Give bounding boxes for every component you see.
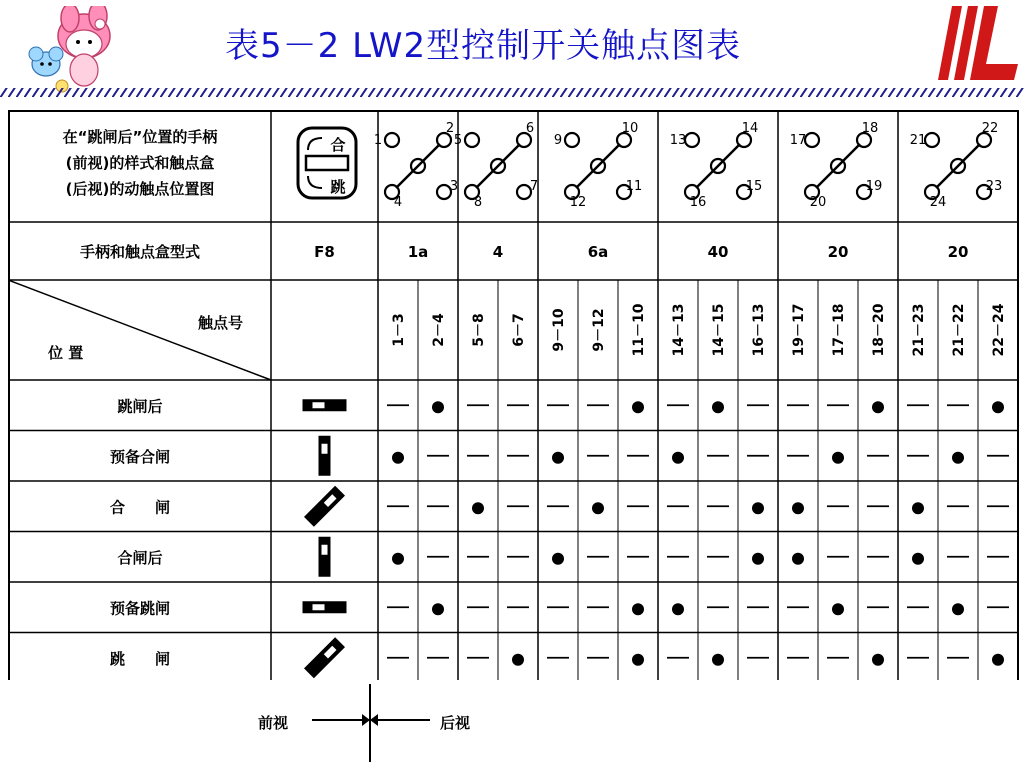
handle-horizontal-icon [313,604,325,610]
position-name: 合闸后 [117,548,163,567]
closed-contact-dot [432,401,444,413]
contact-number: 2 [445,121,455,136]
closed-contact-dot [872,401,884,413]
slide-header [0,0,1024,100]
closed-contact-dot [832,452,844,464]
handle-type-label: 20 [947,243,969,261]
handle-vertical-icon [319,537,331,577]
contact-table-svg [8,110,1020,680]
contact-number: 21 [909,133,927,148]
closed-contact-dot [552,553,564,565]
contact-number: 17 [789,133,807,148]
closed-contact-dot [752,502,764,514]
closed-contact-dot [792,502,804,514]
handle-vertical-icon [322,545,328,555]
contact-circle-icon [925,133,939,147]
closed-contact-dot [832,603,844,615]
contact-pair-label: 11－10 [631,303,647,357]
contact-number: 15 [745,179,763,194]
handle-body [304,486,345,527]
back-view-label: 后视 [440,714,471,732]
contact-number: 3 [449,179,459,194]
closed-contact-dot [632,603,644,615]
position-name: 跳闸后 [117,397,163,416]
contact-table [8,110,1024,680]
handle-diagonal-icon [304,486,345,527]
closed-contact-dot [632,401,644,413]
closed-contact-dot [432,603,444,615]
closed-contact-dot [992,401,1004,413]
handle-symbol-icon [306,156,348,170]
diagram-label: (后视)的动触点位置图 [65,180,215,198]
closed-contact-dot [672,452,684,464]
closed-contact-dot [712,401,724,413]
closed-contact-dot [672,603,684,615]
position-name: 预备合闸 [109,447,171,466]
position-name: 合 闸 [109,498,171,517]
closed-contact-dot [992,654,1004,666]
contact-pair-label: 14－15 [711,303,727,357]
contact-number: 4 [393,195,403,210]
moving-contact-icon [696,144,740,188]
contact-number: 19 [865,179,883,194]
handle-vertical-icon [322,444,328,454]
contact-number: 10 [621,121,639,136]
contact-number: 7 [529,179,539,194]
header-divider [0,86,1024,98]
contact-pair-label: 22－24 [991,303,1007,357]
front-view-label: 前视 [258,714,289,732]
handle-horizontal-icon [313,402,325,408]
contact-pair-label: 2－4 [431,313,447,347]
contact-number: 22 [981,121,999,136]
contact-number: 13 [669,133,687,148]
view-arrows [0,682,1024,768]
closed-contact-dot [712,654,724,666]
contact-pair-label: 5－8 [471,313,487,347]
contact-number: 20 [809,195,827,210]
contact-pair-label: 21－22 [951,303,967,357]
contact-number: 5 [453,133,463,148]
closed-contact-dot [472,502,484,514]
contact-number: 6 [525,121,535,136]
contact-pair-label: 21－23 [911,303,927,357]
contact-pair-label: 6－7 [511,313,527,347]
contact-circle-icon [805,133,819,147]
contact-number: 23 [985,179,1003,194]
contact-circle-icon [565,133,579,147]
contact-number: 24 [929,195,947,210]
handle-symbol-icon [308,138,322,150]
handle-type-label: 1a [407,243,429,261]
closed-contact-dot [512,654,524,666]
position-name: 跳 闸 [109,649,171,668]
contact-pair-label: 14－13 [671,303,687,357]
contact-number: 8 [473,195,483,210]
closed-contact-dot [552,452,564,464]
moving-contact-icon [576,144,620,188]
contact-pair-label: 19－17 [791,303,807,357]
closed-contact-dot [912,553,924,565]
moving-contact-icon [476,144,520,188]
contact-pair-label: 16－13 [751,303,767,357]
handle-body [304,637,345,678]
moving-contact-icon [936,144,980,188]
company-logo-icon [938,2,1018,82]
contact-number: 16 [689,195,707,210]
mascot-icon [22,6,118,98]
closed-contact-dot [792,553,804,565]
contact-circle-icon [685,133,699,147]
handle-symbol-text: 跳 [330,178,346,196]
contact-circle-icon [465,133,479,147]
handle-symbol-icon [308,176,322,188]
closed-contact-dot [392,553,404,565]
contact-number: 11 [625,179,643,194]
position-name: 预备跳闸 [109,599,171,618]
closed-contact-dot [872,654,884,666]
moving-contact-icon [816,144,860,188]
closed-contact-dot [592,502,604,514]
closed-contact-dot [392,452,404,464]
closed-contact-dot [632,654,644,666]
position-label: 位 置 [48,344,84,362]
contact-number: 18 [861,121,879,136]
handle-type-label: 4 [492,243,504,261]
contact-pair-label: 1－3 [391,313,407,347]
closed-contact-dot [952,603,964,615]
handle-type-label: 40 [707,243,729,261]
moving-contact-icon [396,144,440,188]
contact-number: 12 [569,195,587,210]
diagram-label: 在“跳闸后”位置的手柄 [62,128,218,146]
closed-contact-dot [952,452,964,464]
handle-type-label: 20 [827,243,849,261]
diagram-label: (前视)的样式和触点盒 [65,154,215,172]
contact-label: 触点号 [197,314,243,332]
handle-type-label: F8 [314,243,335,261]
contact-pair-label: 9－12 [591,308,607,352]
contact-number: 1 [373,133,383,148]
contact-number: 9 [553,133,563,148]
page-title: 表5－2 LW2型控制开关触点图表 [225,26,742,66]
contact-pair-label: 17－18 [831,303,847,357]
type-label: 手柄和触点盒型式 [79,243,201,261]
handle-symbol-text: 合 [330,136,346,154]
contact-circle-icon [385,133,399,147]
handle-type-label: 6a [587,243,609,261]
contact-number: 14 [741,121,759,136]
handle-vertical-icon [319,436,331,476]
contact-pair-label: 9－10 [551,308,567,352]
handle-diagonal-icon [304,637,345,678]
contact-pair-label: 18－20 [871,303,887,357]
closed-contact-dot [912,502,924,514]
closed-contact-dot [752,553,764,565]
view-legend [0,682,1024,768]
